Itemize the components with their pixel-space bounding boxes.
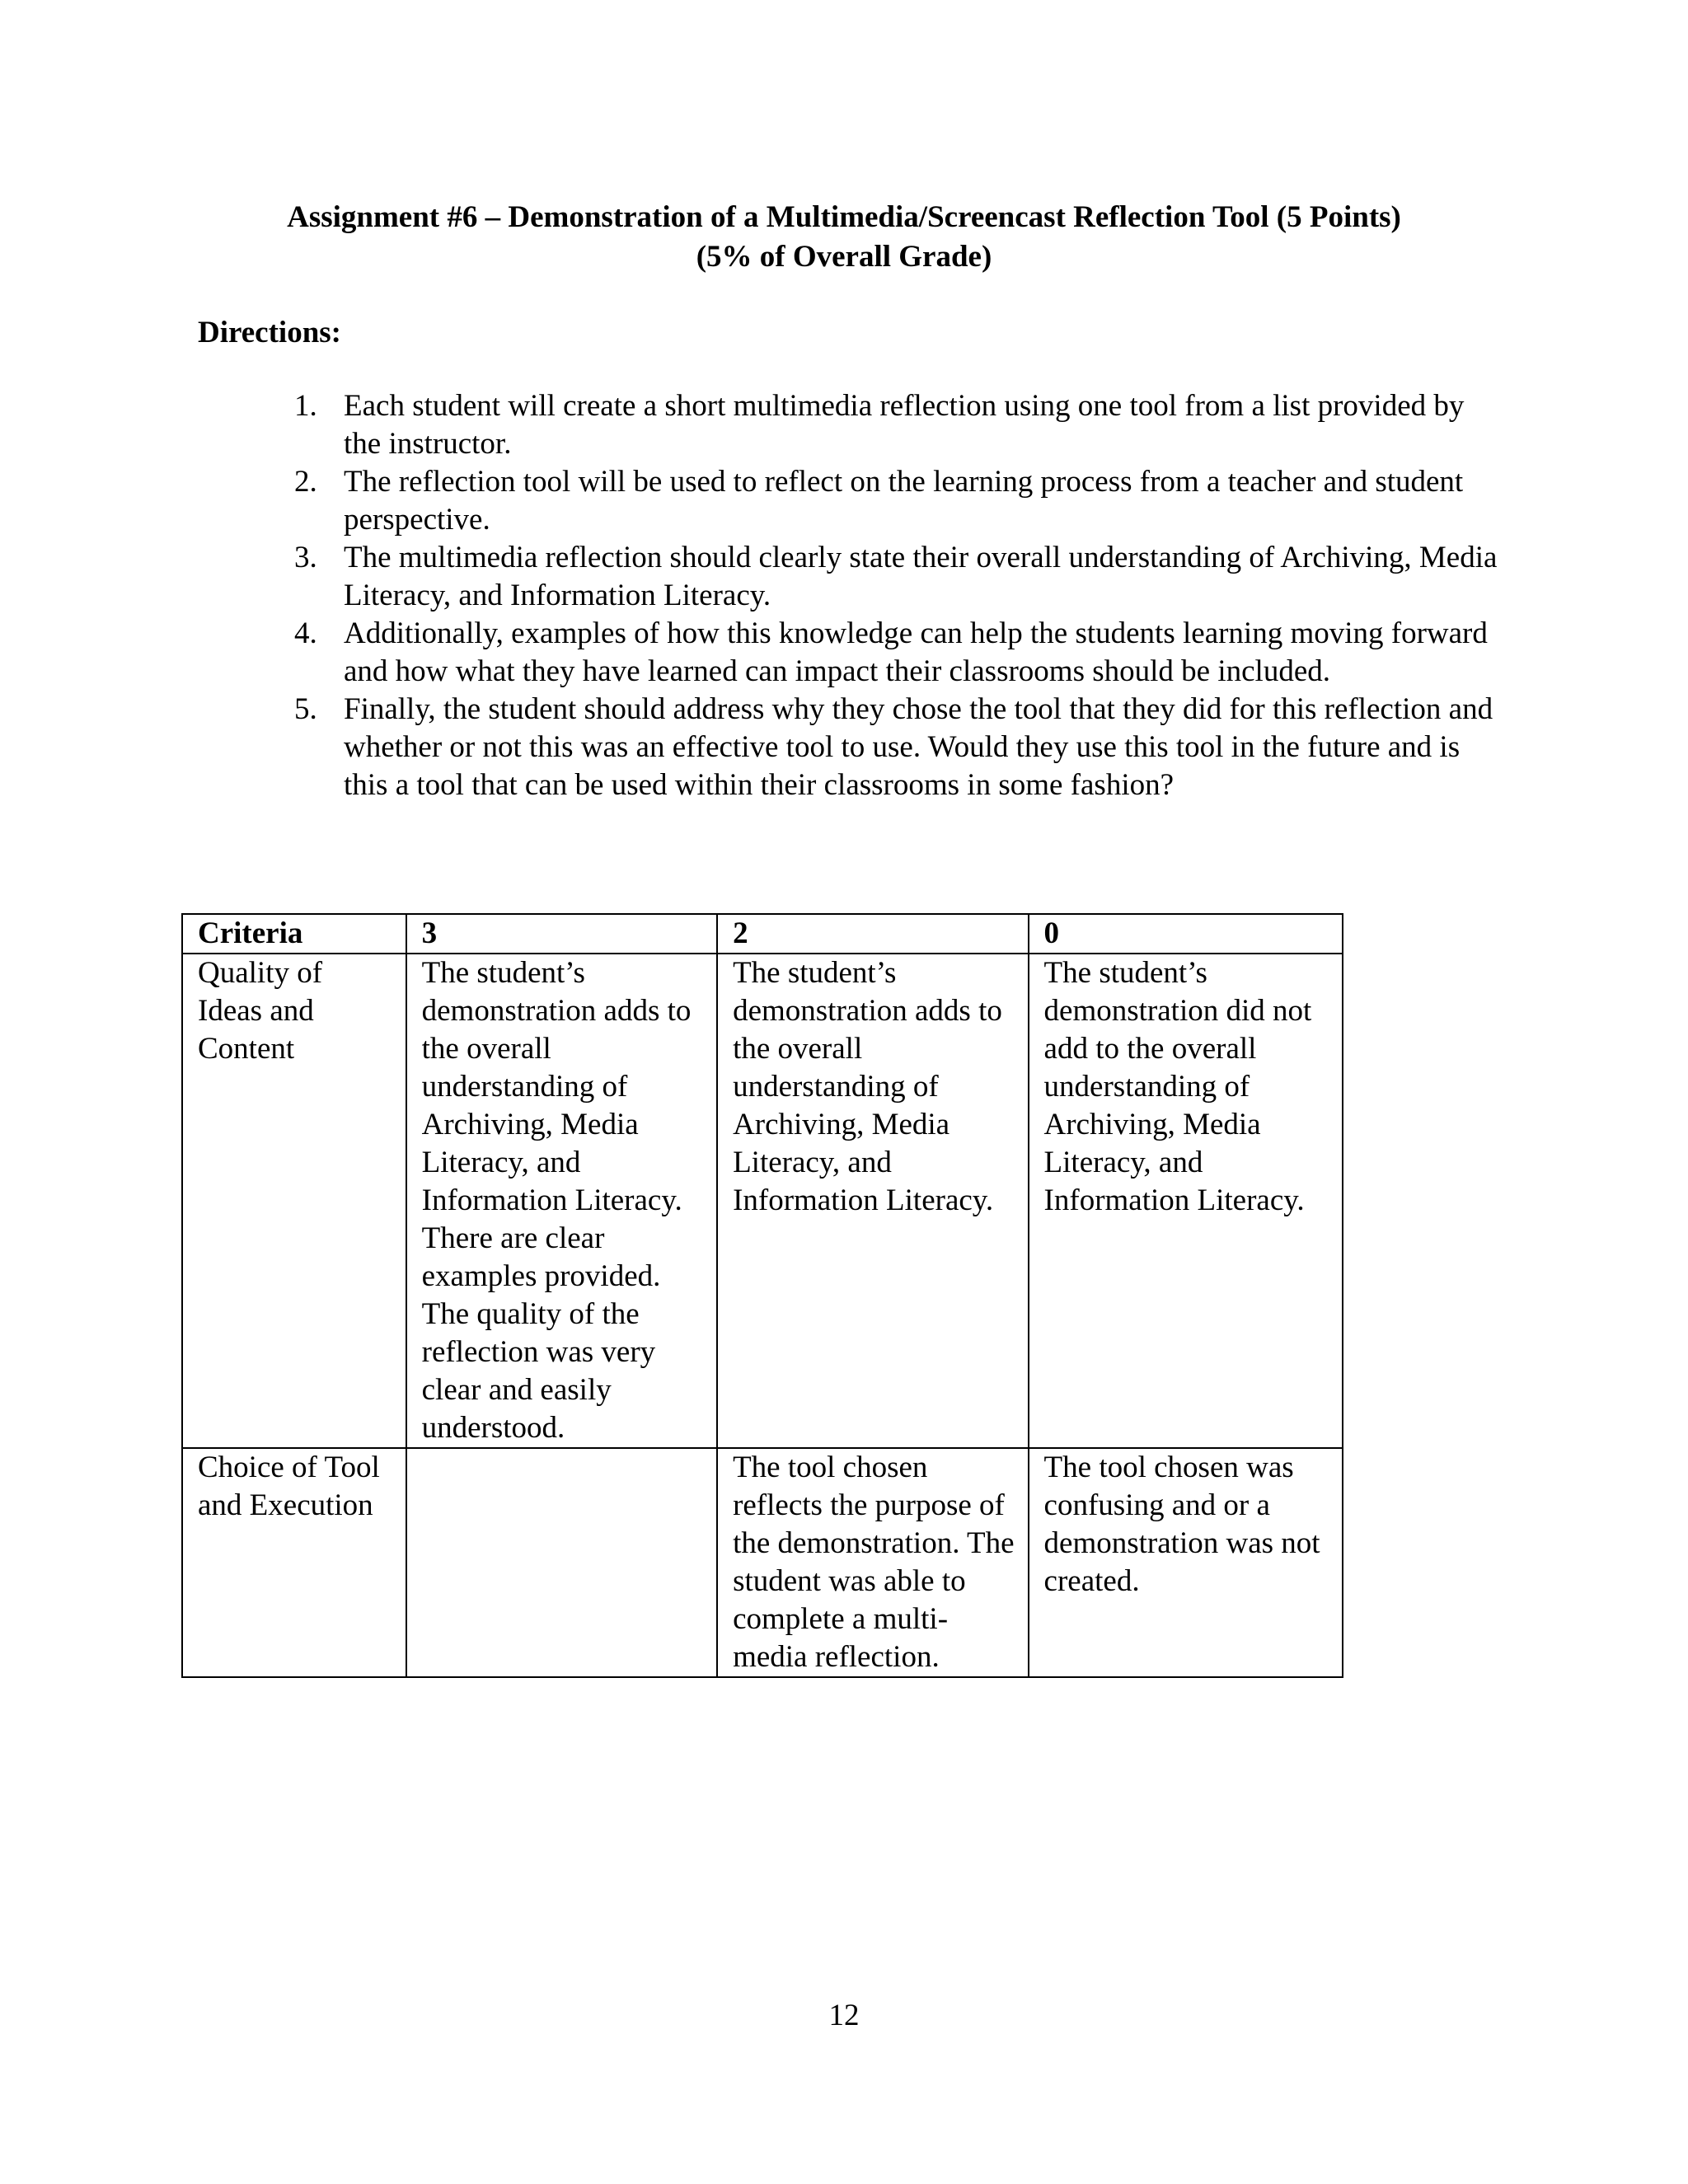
rubric-table (181, 913, 1343, 1678)
assignment-title (0, 198, 1688, 277)
list-item-number: 1. (294, 389, 317, 423)
title-line-2: (5% of Overall Grade) (696, 240, 992, 274)
criteria-cell: Quality of Ideas and Content (182, 954, 406, 1448)
list-item-number: 4. (294, 616, 317, 650)
list-item-text: Additionally, examples of how this knowledge can help the students learning moving forward and how what they have learned can impact their classrooms should be included. (344, 616, 1488, 688)
list-item (0, 615, 1498, 691)
list-item-text: The multimedia reflection should clearly state their overall understanding of Archiving, Media Literacy, and Information Literacy. (344, 541, 1498, 612)
score-0-cell: The student’s demonstration did not add to the overall understanding of Archiving, Media Literacy, and Information Literacy. (1029, 954, 1343, 1448)
header-criteria: Criteria (182, 914, 406, 954)
list-item-text: Each student will create a short multimedia reflection using one tool from a list provided by the instructor. (344, 389, 1465, 461)
list-item (0, 463, 1498, 539)
table-row (182, 1448, 1343, 1677)
directions-heading: Directions: (198, 316, 341, 349)
header-score-3: 3 (406, 914, 717, 954)
list-item (0, 691, 1498, 804)
header-score-0: 0 (1029, 914, 1343, 954)
table-row (182, 954, 1343, 1448)
score-3-cell (406, 1448, 717, 1677)
list-item-number: 3. (294, 541, 317, 574)
title-line-1: Assignment #6 – Demonstration of a Multimedia/Screencast Reflection Tool (5 Points) (287, 200, 1401, 234)
directions-list (0, 387, 1688, 804)
score-2-cell: The student’s demonstration adds to the overall understanding of Archiving, Media Literacy, and Information Literacy. (717, 954, 1028, 1448)
score-3-cell: The student’s demonstration adds to the overall understanding of Archiving, Media Literacy, and Information Literacy. There are clear examples provided. The quality of the reflection was very clear and easily understood. (406, 954, 717, 1448)
header-score-2: 2 (717, 914, 1028, 954)
page-number: 12 (828, 1999, 860, 2032)
score-2-cell: The tool chosen reflects the purpose of the demonstration. The student was able to complete a multi-media reflection. (717, 1448, 1028, 1677)
list-item-text: The reflection tool will be used to reflect on the learning process from a teacher and student perspective. (344, 465, 1464, 537)
list-item-number: 5. (294, 692, 317, 726)
list-item (0, 387, 1498, 463)
rubric-header-row (182, 914, 1343, 954)
list-item (0, 539, 1498, 615)
list-item-text: Finally, the student should address why they chose the tool that they did for this reflection and whether or not this was an effective tool to use. Would they use this tool in the future and is this a tool that can be used within their classrooms in some fashion? (344, 692, 1493, 802)
criteria-cell: Choice of Tool and Execution (182, 1448, 406, 1677)
score-0-cell: The tool chosen was confusing and or a demonstration was not created. (1029, 1448, 1343, 1677)
list-item-number: 2. (294, 465, 317, 499)
